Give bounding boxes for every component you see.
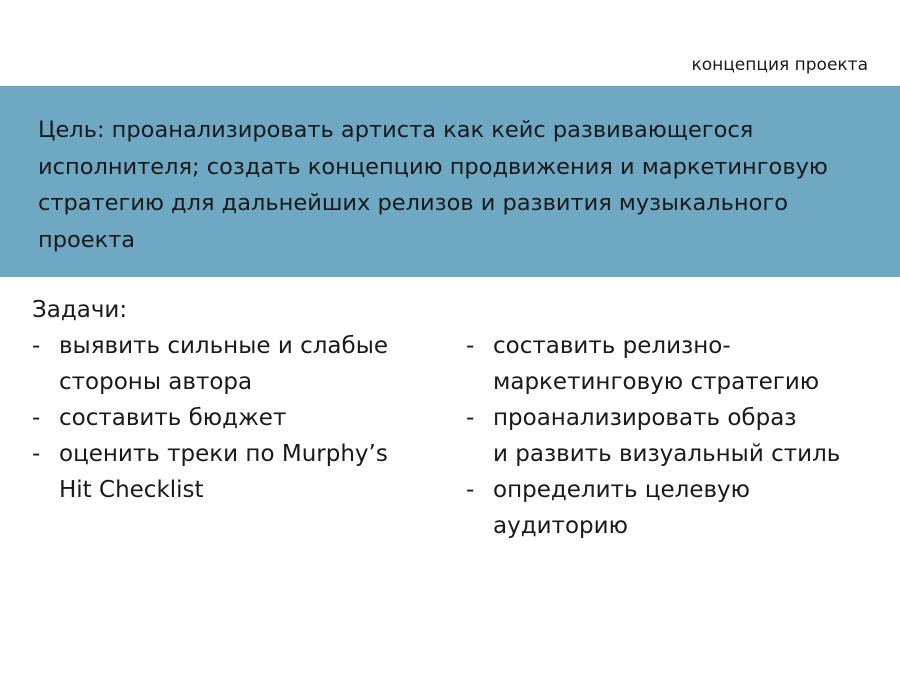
bullet-dash: -: [32, 441, 41, 467]
task-text-line: выявить сильные и слабые: [59, 333, 389, 359]
task-text-line: оценить треки по Murphy’s: [59, 441, 388, 467]
list-item: [32, 400, 432, 436]
task-text-line: Hit Checklist: [59, 477, 204, 503]
section-label: концепция проекта: [691, 55, 868, 75]
task-text-line: маркетинговую стратегию: [493, 369, 820, 395]
task-text-line: аудиторию: [493, 513, 628, 539]
bullet-dash: -: [466, 477, 475, 503]
bullet-dash: -: [466, 333, 475, 359]
list-item: [32, 436, 432, 508]
bullet-dash: -: [466, 405, 475, 431]
task-text-line: составить бюджет: [59, 405, 287, 431]
task-list-left: [32, 328, 432, 508]
bullet-dash: -: [32, 405, 41, 431]
list-item: [466, 400, 886, 472]
task-text-line: проанализировать образ: [493, 405, 797, 431]
task-text-line: стороны автора: [59, 369, 253, 395]
goal-text: Цель: проанализировать артиста как кейс развивающегося исполнителя; создать концепцию продвижения и маркетинговую стратегию для дальнейших релизов и развития музыкального проекта: [38, 117, 828, 253]
bullet-dash: -: [32, 333, 41, 359]
task-list-right: [466, 328, 886, 544]
task-text-line: и развить визуальный стиль: [493, 441, 841, 467]
task-text-line: составить релизно-: [493, 333, 731, 359]
list-item: [32, 328, 432, 400]
list-item: [466, 328, 886, 400]
list-item: [466, 472, 886, 544]
tasks-heading: Задачи:: [32, 297, 128, 323]
task-text-line: определить целевую: [493, 477, 751, 503]
